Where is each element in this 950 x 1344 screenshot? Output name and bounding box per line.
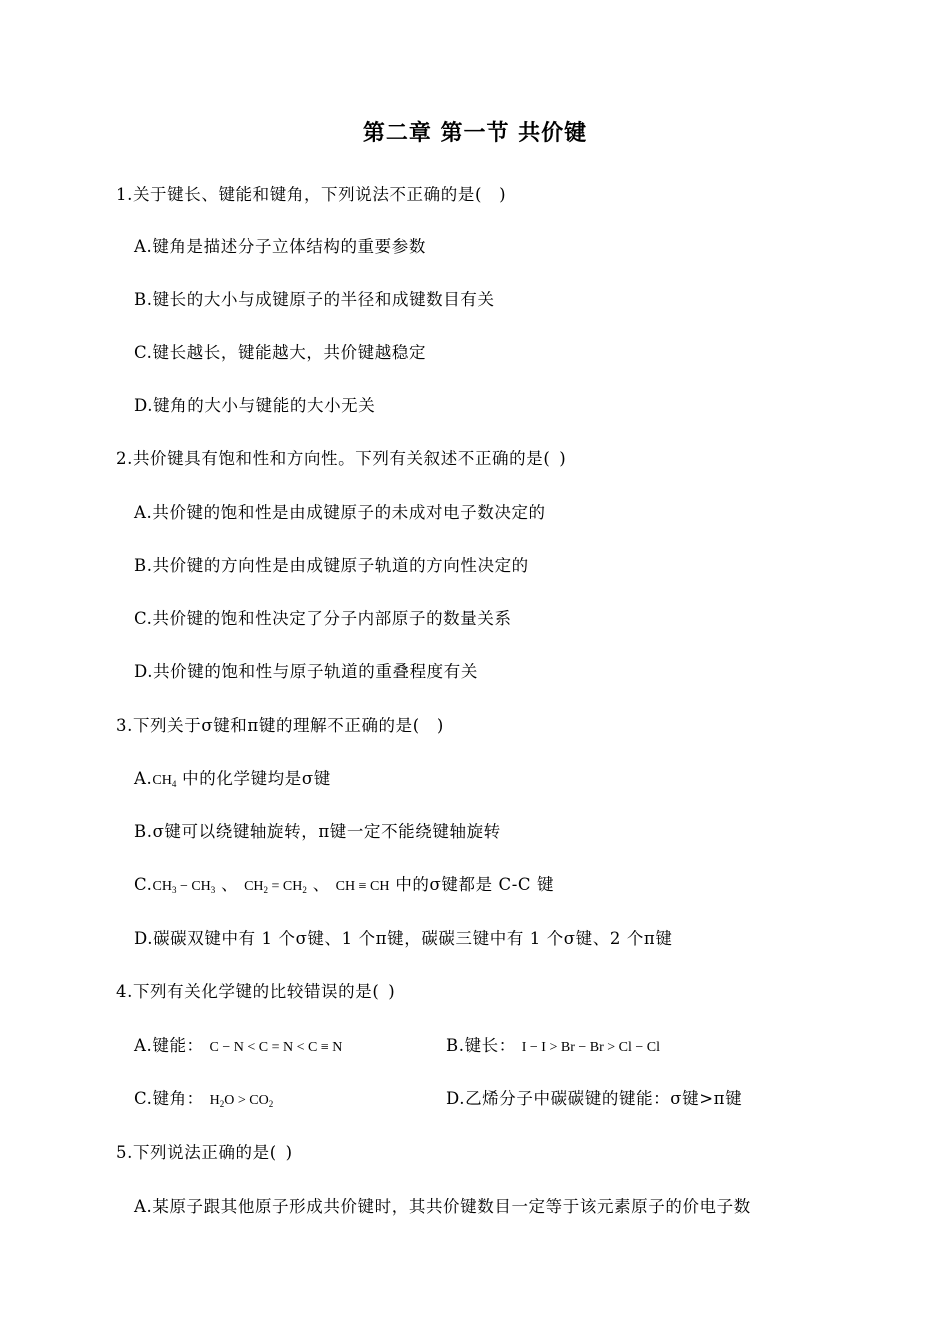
option-text: 中的σ键都是 C-C 键 xyxy=(389,875,555,894)
question-3-stem: 3.下列关于σ键和π键的理解不正确的是( ) xyxy=(116,716,444,735)
question-4-option-d: D.乙烯分子中碳碳键的键能：σ键>π键 xyxy=(446,1089,743,1108)
option-label: A. xyxy=(134,769,153,788)
question-1-option-d: D.键角的大小与键能的大小无关 xyxy=(134,396,376,415)
question-3-option-c xyxy=(134,873,554,902)
formula-ethane: $CH_3 - CH_3$ xyxy=(152,879,216,895)
question-2-option-c: C.共价键的饱和性决定了分子内部原子的数量关系 xyxy=(134,609,512,628)
question-4-option-a xyxy=(134,1034,342,1060)
option-label: B.键长： xyxy=(446,1036,516,1055)
question-2-option-b: B.共价键的方向性是由成键原子轨道的方向性决定的 xyxy=(134,556,529,575)
formula-bond-energy: C − N < C = N < C ≡ N xyxy=(209,1040,343,1055)
page-title: 第二章 第一节 共价键 xyxy=(362,120,588,146)
question-2-option-d: D.共价键的饱和性与原子轨道的重叠程度有关 xyxy=(134,662,478,681)
separator: 、 xyxy=(306,875,336,894)
formula-methane: $CH_4$ xyxy=(152,773,177,789)
question-3-option-b: B.σ键可以绕键轴旋转，π键一定不能绕键轴旋转 xyxy=(134,822,501,841)
question-1-option-c: C.键长越长，键能越大，共价键越稳定 xyxy=(134,343,427,362)
question-3-option-a xyxy=(134,767,331,796)
formula-bond-length: I − I > Br − Br > Cl − Cl xyxy=(521,1040,660,1055)
question-4-stem: 4.下列有关化学键的比较错误的是( ) xyxy=(116,982,396,1001)
formula-bond-angle: $H_2O > CO_2$ xyxy=(209,1093,274,1109)
question-1-option-a: A.键角是描述分子立体结构的重要参数 xyxy=(134,237,426,256)
option-label: A.键能： xyxy=(134,1036,204,1055)
separator: 、 xyxy=(215,875,245,894)
question-4-option-b xyxy=(446,1034,660,1060)
formula-acetylene: CH ≡ CH xyxy=(335,879,390,894)
option-label: C.键角： xyxy=(134,1089,204,1108)
option-text: 中的化学键均是σ键 xyxy=(176,769,331,788)
question-5-option-a: A.某原子跟其他原子形成共价键时，其共价键数目一定等于该元素原子的价电子数 xyxy=(134,1197,751,1216)
question-4-option-c xyxy=(134,1087,273,1116)
question-2-stem: 2.共价键具有饱和性和方向性。下列有关叙述不正确的是( ) xyxy=(116,449,567,468)
question-2-option-a: A.共价键的饱和性是由成键原子的未成对电子数决定的 xyxy=(134,503,546,522)
formula-ethylene: $CH_2 = CH_2$ xyxy=(244,879,307,895)
question-1-stem: 1.关于键长、键能和键角，下列说法不正确的是( ) xyxy=(116,185,507,204)
question-1-option-b: B.键长的大小与成键原子的半径和成键数目有关 xyxy=(134,290,495,309)
option-label: C. xyxy=(134,875,153,894)
question-5-stem: 5.下列说法正确的是( ) xyxy=(116,1143,293,1162)
question-3-option-d: D.碳碳双键中有 1 个σ键、1 个π键，碳碳三键中有 1 个σ键、2 个π键 xyxy=(134,929,673,948)
